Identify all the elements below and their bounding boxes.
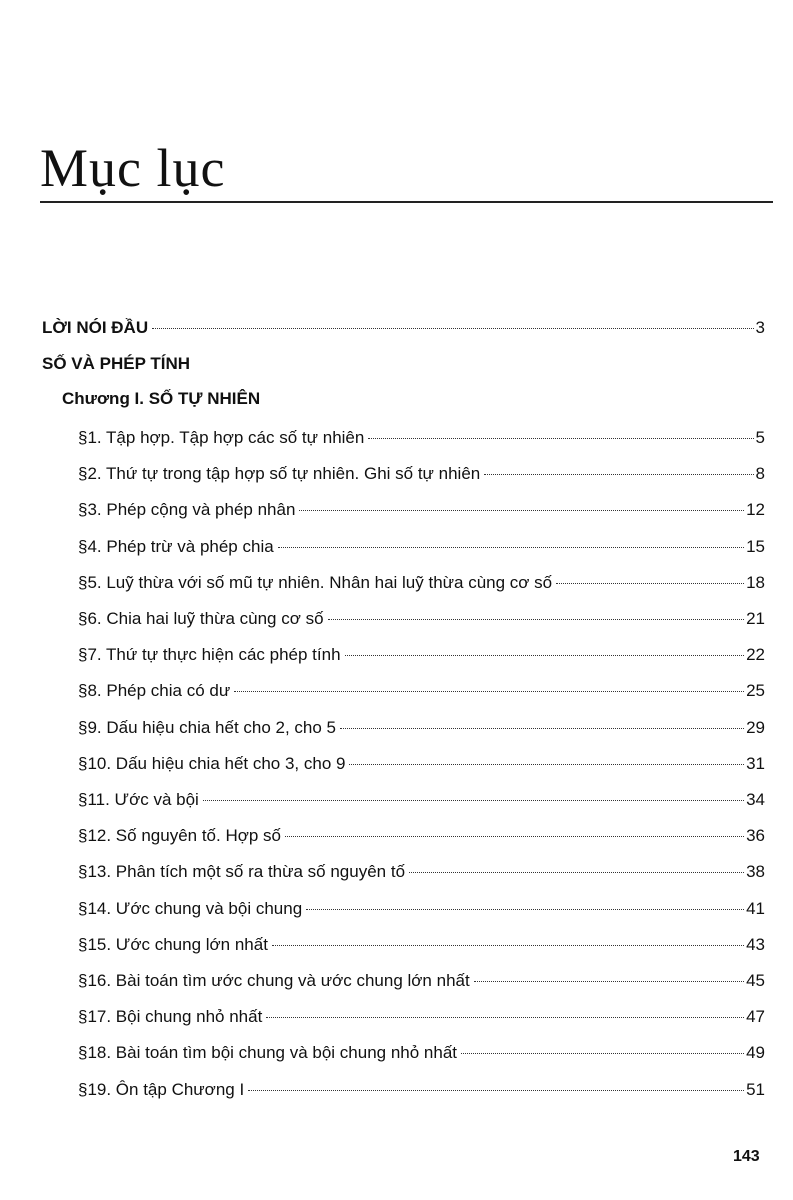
toc-entry-page: 5 xyxy=(755,428,765,447)
toc-entry-label: §8. Phép chia có dư xyxy=(78,681,231,701)
toc-entry-label: §19. Ôn tập Chương I xyxy=(78,1079,245,1099)
toc-entry-label: §17. Bội chung nhỏ nhất xyxy=(78,1007,263,1027)
dot-leader xyxy=(474,981,744,982)
toc-entry-page: 43 xyxy=(746,934,765,954)
toc-entry-label: §2. Thứ tự trong tập hợp số tự nhiên. Ghi số tự nhiên xyxy=(78,464,481,484)
toc-entry-label: §11. Ước và bội xyxy=(78,790,199,809)
toc-entry-page: 18 xyxy=(746,572,765,592)
toc-entry-preface[interactable] xyxy=(42,313,765,343)
dot-leader xyxy=(285,836,744,837)
toc-entry-label: §14. Ước chung và bội chung xyxy=(78,898,303,918)
toc-entry-lesson[interactable] xyxy=(78,495,765,525)
dot-leader xyxy=(409,872,744,873)
toc-entry-lesson[interactable] xyxy=(78,1038,765,1068)
dot-leader xyxy=(248,1090,744,1091)
toc-entry-page: 15 xyxy=(746,536,765,556)
toc-entry-lesson[interactable] xyxy=(78,423,765,453)
part-heading: SỐ VÀ PHÉP TÍNH xyxy=(42,354,190,373)
toc-entry-label: §18. Bài toán tìm bội chung và bội chung nhỏ nhất xyxy=(78,1043,457,1063)
toc-entry-label: §3. Phép cộng và phép nhân xyxy=(78,500,296,520)
toc-entry-page: 31 xyxy=(746,753,765,773)
toc-entry-label: §13. Phân tích một số ra thừa số nguyên tố xyxy=(78,862,406,882)
toc-entry-page: 22 xyxy=(746,645,765,665)
toc-entry-label: §12. Số nguyên tố. Hợp số xyxy=(78,826,282,846)
toc-entry-lesson[interactable] xyxy=(78,749,765,779)
dot-leader xyxy=(306,909,744,910)
dot-leader xyxy=(556,583,744,584)
dot-leader xyxy=(266,1017,744,1018)
toc-entry-page: 41 xyxy=(746,898,765,918)
toc-entry-page: 25 xyxy=(746,681,765,701)
toc-entry-label: §10. Dấu hiệu chia hết cho 3, cho 9 xyxy=(78,753,346,773)
toc-entry-page: 49 xyxy=(746,1043,765,1063)
dot-leader xyxy=(345,655,745,656)
toc-entry-label: §9. Dấu hiệu chia hết cho 2, cho 5 xyxy=(78,717,337,737)
toc-entry-lesson[interactable] xyxy=(78,1075,765,1105)
chapter-heading: Chương I. SỐ TỰ NHIÊN xyxy=(62,389,261,408)
toc-entry-lesson[interactable] xyxy=(78,785,765,815)
page-number: 143 xyxy=(733,1148,760,1165)
page-title: Mục lục xyxy=(40,138,226,198)
toc-entry-label: §15. Ước chung lớn nhất xyxy=(78,934,268,954)
toc-entry-label: §7. Thứ tự thực hiện các phép tính xyxy=(78,645,341,665)
toc-entry-page: 45 xyxy=(746,971,765,990)
toc-entry-page: 21 xyxy=(746,609,765,628)
toc-entry-label: §5. Luỹ thừa với số mũ tự nhiên. Nhân hai luỹ thừa cùng cơ số xyxy=(78,572,553,592)
toc-entry-lesson[interactable] xyxy=(78,894,765,924)
dot-leader xyxy=(272,945,744,946)
toc-entry-lesson[interactable] xyxy=(78,532,765,562)
toc-entry-page: 34 xyxy=(746,790,765,809)
toc-entry-label: §1. Tập hợp. Tập hợp các số tự nhiên xyxy=(78,428,365,447)
toc-entry-page: 29 xyxy=(746,717,765,737)
toc-entry-lesson[interactable] xyxy=(78,604,765,634)
toc-entry-page: 3 xyxy=(755,318,765,337)
dot-leader xyxy=(461,1053,744,1054)
dot-leader xyxy=(234,691,744,692)
dot-leader xyxy=(349,764,744,765)
toc-entry-page: 51 xyxy=(746,1079,765,1099)
toc-entry-page: 8 xyxy=(755,464,765,484)
toc-entry-lesson[interactable] xyxy=(78,1002,765,1032)
dot-leader xyxy=(203,800,744,801)
toc-entry-label: LỜI NÓI ĐẦU xyxy=(42,318,149,337)
toc-entry-lesson[interactable] xyxy=(78,676,765,706)
toc-entry-lesson[interactable] xyxy=(78,857,765,887)
toc-entry-page: 47 xyxy=(746,1007,765,1027)
dot-leader xyxy=(484,474,753,475)
toc-entry-page: 38 xyxy=(746,862,765,882)
dot-leader xyxy=(368,438,753,439)
toc-entry-lesson[interactable] xyxy=(78,459,765,489)
toc-entry-lesson[interactable] xyxy=(78,568,765,598)
dot-leader xyxy=(299,510,744,511)
toc-entry-lesson[interactable] xyxy=(78,821,765,851)
toc-entry-label: §6. Chia hai luỹ thừa cùng cơ số xyxy=(78,609,324,628)
dot-leader xyxy=(152,328,753,329)
dot-leader xyxy=(278,547,744,548)
toc-entry-lesson[interactable] xyxy=(78,930,765,960)
toc-entry-page: 36 xyxy=(746,826,765,846)
toc-entry-lesson[interactable] xyxy=(78,640,765,670)
dot-leader xyxy=(328,619,745,620)
toc-entry-label: §4. Phép trừ và phép chia xyxy=(78,536,274,556)
toc-entry-page: 12 xyxy=(746,500,765,520)
toc-entry-lesson[interactable] xyxy=(78,966,765,996)
toc-entry-lesson[interactable] xyxy=(78,713,765,743)
toc-entry-label: §16. Bài toán tìm ước chung và ước chung lớn nhất xyxy=(78,971,470,990)
dot-leader xyxy=(340,728,744,729)
